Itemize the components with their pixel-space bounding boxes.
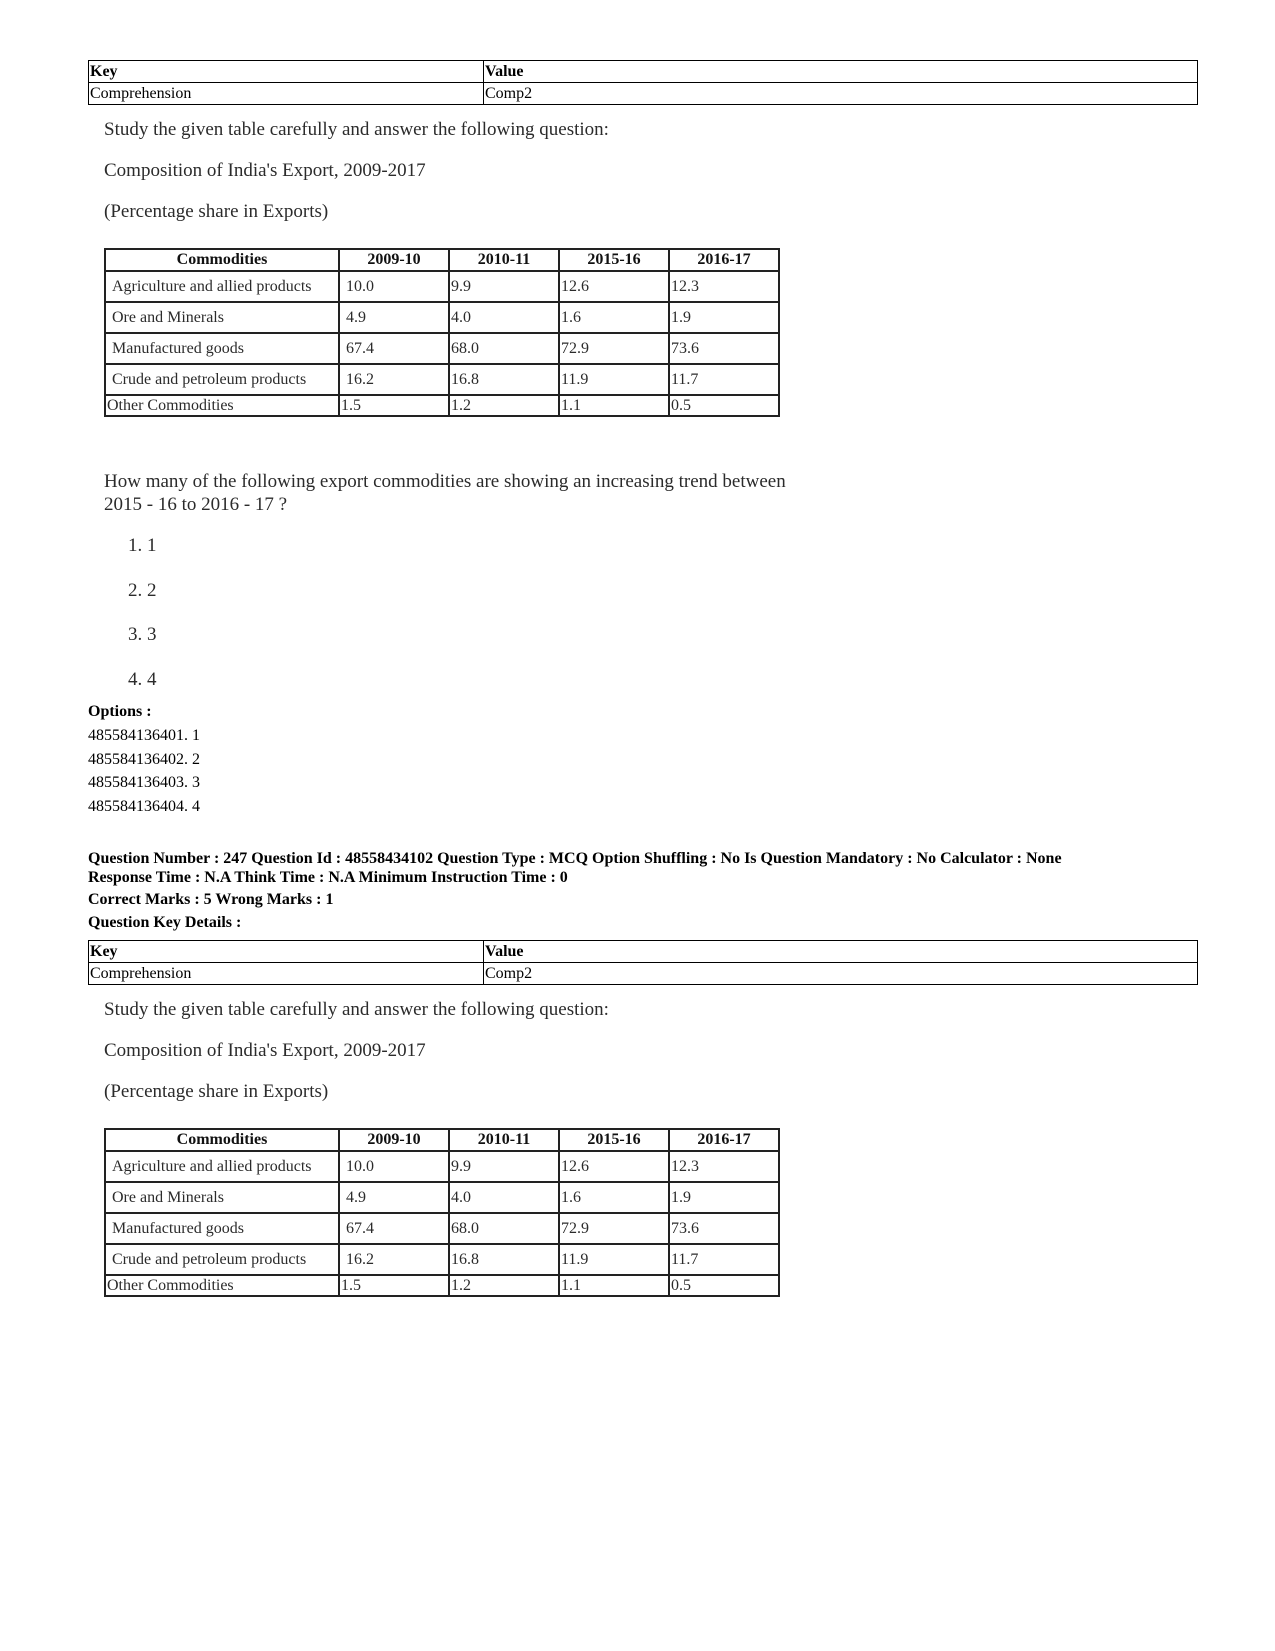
value-cell: 10.0	[339, 1151, 449, 1182]
commodity-cell: Other Commodities	[105, 1275, 339, 1296]
table-row	[105, 333, 779, 364]
export-table-header-row	[105, 1129, 779, 1151]
question-key-table	[88, 60, 1198, 105]
col-header: 2015-16	[559, 249, 669, 271]
value-header: Value	[484, 941, 1198, 963]
choice-item: 4. 4	[128, 669, 157, 690]
value-cell: 11.9	[559, 1244, 669, 1275]
table-row	[105, 395, 779, 416]
commodity-cell: Ore and Minerals	[105, 1182, 339, 1213]
options-heading: Options :	[88, 703, 152, 720]
option-item: 485584136401. 1	[88, 727, 200, 744]
col-header: 2010-11	[449, 1129, 559, 1151]
col-header: 2015-16	[559, 1129, 669, 1151]
commodity-cell: Ore and Minerals	[105, 302, 339, 333]
value-cell: 67.4	[339, 1213, 449, 1244]
passage-title: Composition of India's Export, 2009-2017	[104, 1040, 426, 1061]
value-cell: 16.8	[449, 1244, 559, 1275]
col-header: 2009-10	[339, 1129, 449, 1151]
passage-title: Composition of India's Export, 2009-2017	[104, 160, 426, 181]
key-header: Key	[89, 61, 484, 83]
table-row	[105, 1244, 779, 1275]
passage-subtitle: (Percentage share in Exports)	[104, 1081, 329, 1102]
export-table	[104, 1128, 780, 1297]
value-cell: 0.5	[669, 395, 779, 416]
value-cell: 1.1	[559, 1275, 669, 1296]
value-cell: 12.3	[669, 1151, 779, 1182]
value-cell: 4.0	[449, 302, 559, 333]
value-cell: 4.9	[339, 302, 449, 333]
marks-line: Correct Marks : 5 Wrong Marks : 1	[88, 891, 334, 908]
col-header: Commodities	[105, 1129, 339, 1151]
passage-instruction: Study the given table carefully and answer the following question:	[104, 999, 609, 1020]
table-row	[105, 1151, 779, 1182]
value-cell: 1.6	[559, 1182, 669, 1213]
value-cell: 4.9	[339, 1182, 449, 1213]
option-item: 485584136402. 2	[88, 750, 200, 768]
commodity-cell: Other Commodities	[105, 395, 339, 416]
value-cell: 72.9	[559, 1213, 669, 1244]
commodity-cell: Manufactured goods	[105, 333, 339, 364]
value-cell: 73.6	[669, 1213, 779, 1244]
table-row	[105, 1182, 779, 1213]
key-table-header-row	[89, 61, 1198, 83]
col-header: 2016-17	[669, 1129, 779, 1151]
commodity-cell: Manufactured goods	[105, 1213, 339, 1244]
value-cell: 1.5	[339, 1275, 449, 1296]
question-meta-line1: Question Number : 247 Question Id : 48558434102 Question Type : MCQ Option Shuffling : No Is Question Mandatory : No Calculator : None	[88, 850, 1062, 867]
table-row	[105, 364, 779, 395]
value-cell: 68.0	[449, 1213, 559, 1244]
commodity-cell: Agriculture and allied products	[105, 271, 339, 302]
value-cell: 9.9	[449, 1151, 559, 1182]
choice-item: 1. 1	[128, 535, 157, 556]
value-cell: 11.9	[559, 364, 669, 395]
question-meta-line2: Response Time : N.A Think Time : N.A Minimum Instruction Time : 0	[88, 869, 568, 886]
value-cell: 12.6	[559, 1151, 669, 1182]
value-cell: 16.8	[449, 364, 559, 395]
col-header: 2010-11	[449, 249, 559, 271]
value-cell: 10.0	[339, 271, 449, 302]
key-table-row	[89, 963, 1198, 985]
choice-item: 3. 3	[128, 624, 157, 645]
value-cell: 1.6	[559, 302, 669, 333]
key-cell: Comprehension	[89, 83, 484, 105]
value-header: Value	[484, 61, 1198, 83]
col-header: 2016-17	[669, 249, 779, 271]
commodity-cell: Crude and petroleum products	[105, 364, 339, 395]
col-header: Commodities	[105, 249, 339, 271]
value-cell: 73.6	[669, 333, 779, 364]
table-row	[105, 1213, 779, 1244]
value-cell: 12.6	[559, 271, 669, 302]
value-cell: 11.7	[669, 364, 779, 395]
key-header: Key	[89, 941, 484, 963]
passage-subtitle: (Percentage share in Exports)	[104, 201, 329, 222]
options-list	[88, 724, 200, 818]
key-table-header-row	[89, 941, 1198, 963]
value-cell: 12.3	[669, 271, 779, 302]
question-meta	[88, 849, 1208, 887]
value-cell: 9.9	[449, 271, 559, 302]
value-cell: 0.5	[669, 1275, 779, 1296]
export-table	[104, 248, 780, 417]
table-row	[105, 1275, 779, 1296]
value-cell: 11.7	[669, 1244, 779, 1275]
question-text: How many of the following export commodities are showing an increasing trend between 2015 - 16 to 2016 - 17 ?	[104, 471, 786, 515]
value-cell: 67.4	[339, 333, 449, 364]
option-item: 485584136404. 4	[88, 797, 200, 815]
value-cell: 72.9	[559, 333, 669, 364]
value-cell: 1.5	[339, 395, 449, 416]
value-cell: 68.0	[449, 333, 559, 364]
value-cell: 1.9	[669, 1182, 779, 1213]
value-cell: Comp2	[484, 83, 1198, 105]
question-key-table	[88, 940, 1198, 985]
col-header: 2009-10	[339, 249, 449, 271]
option-item: 485584136403. 3	[88, 774, 200, 791]
value-cell: 1.9	[669, 302, 779, 333]
value-cell: 16.2	[339, 1244, 449, 1275]
value-cell: 4.0	[449, 1182, 559, 1213]
commodity-cell: Crude and petroleum products	[105, 1244, 339, 1275]
value-cell: Comp2	[484, 963, 1198, 985]
table-row	[105, 302, 779, 333]
key-cell: Comprehension	[89, 963, 484, 985]
value-cell: 1.2	[449, 395, 559, 416]
choice-item: 2. 2	[128, 580, 157, 601]
key-table-row	[89, 83, 1198, 105]
commodity-cell: Agriculture and allied products	[105, 1151, 339, 1182]
value-cell: 16.2	[339, 364, 449, 395]
value-cell: 1.2	[449, 1275, 559, 1296]
passage-instruction: Study the given table carefully and answer the following question:	[104, 119, 609, 140]
export-table-header-row	[105, 249, 779, 271]
table-row	[105, 271, 779, 302]
value-cell: 1.1	[559, 395, 669, 416]
key-details-heading: Question Key Details :	[88, 914, 242, 931]
